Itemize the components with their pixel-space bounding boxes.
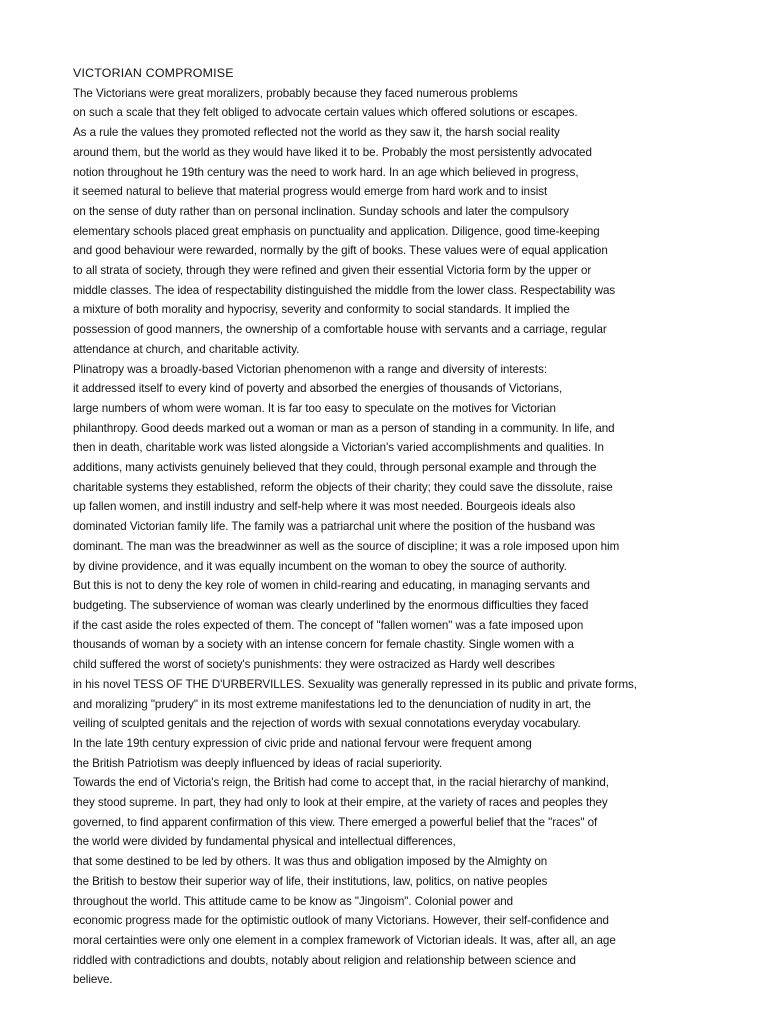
text-line: it addressed itself to every kind of poverty and absorbed the energies of thousands of Victorians, <box>73 382 563 396</box>
text-line: philanthropy. Good deeds marked out a woman or man as a person of standing in a community. In life, and <box>73 421 615 435</box>
text-line: thousands of woman by a society with an intense concern for female chastity. Single women with a <box>73 638 574 652</box>
text-line: the British to bestow their superior way of life, their institutions, law, politics, on native peoples <box>73 874 548 888</box>
text-line: a mixture of both morality and hypocrisy, severity and conformity to social standards. It implied the <box>73 303 570 317</box>
text-line: veiling of sculpted genitals and the rejection of words with sexual connotations everyday vocabulary. <box>73 717 581 731</box>
text-line: possession of good manners, the ownership of a comfortable house with servants and a carriage, regular <box>73 323 607 337</box>
text-line: throughout the world. This attitude came to be know as "Jingoism". Colonial power and <box>73 894 514 908</box>
text-line: it seemed natural to believe that material progress would emerge from hard work and to insist <box>73 185 548 199</box>
document-body <box>73 64 753 990</box>
text-line: middle classes. The idea of respectability distinguished the middle from the lower class. Respectability was <box>73 283 616 297</box>
text-line: and good behaviour were rewarded, normally by the gift of books. These values were of equal application <box>73 244 608 258</box>
text-line: on the sense of duty rather than on personal inclination. Sunday schools and later the compulsory <box>73 204 569 218</box>
text-line: believe. <box>73 973 113 987</box>
text-line: by divine providence, and it was equally incumbent on the woman to obey the source of authority. <box>73 559 567 573</box>
text-line: if the cast aside the roles expected of them. The concept of "fallen women" was a fate imposed upon <box>73 618 584 632</box>
text-line: and moralizing "prudery" in its most extreme manifestations led to the denunciation of nudity in art, the <box>73 697 591 711</box>
text-line: that some destined to be led by others. It was thus and obligation imposed by the Almighty on <box>73 855 548 869</box>
text-line: The Victorians were great moralizers, probably because they faced numerous problems <box>73 86 518 100</box>
text-line: elementary schools placed great emphasis on punctuality and application. Diligence, good time-keeping <box>73 224 600 238</box>
text-line: around them, but the world as they would have liked it to be. Probably the most persistently advocated <box>73 145 592 159</box>
text-line: moral certainties were only one element in a complex framework of Victorian ideals. It was, after all, an age <box>73 933 616 947</box>
text-line: charitable systems they established, reform the objects of their charity; they could save the dissolute, raise <box>73 480 613 494</box>
text-line: the world were divided by fundamental physical and intellectual differences, <box>73 835 456 849</box>
text-line: on such a scale that they felt obliged to advocate certain values which offered solutions or escapes. <box>73 106 578 120</box>
text-line: budgeting. The subservience of woman was clearly underlined by the enormous difficulties they faced <box>73 598 589 612</box>
text-line: then in death, charitable work was listed alongside a Victorian's varied accomplishments and qualities. In <box>73 441 604 455</box>
text-line: additions, many activists genuinely believed that they could, through personal example and through the <box>73 461 597 475</box>
text-line: dominated Victorian family life. The family was a patriarchal unit where the position of the husband was <box>73 520 596 534</box>
text-line: notion throughout he 19th century was the need to work hard. In an age which believed in progress, <box>73 165 579 179</box>
text-line: But this is not to deny the key role of women in child-rearing and educating, in managing servants and <box>73 579 590 593</box>
text-line: dominant. The man was the breadwinner as well as the source of discipline; it was a role imposed upon him <box>73 539 620 553</box>
text-line: Plinatropy was a broadly-based Victorian phenomenon with a range and diversity of interests: <box>73 362 548 376</box>
text-line: the British Patriotism was deeply influenced by ideas of racial superiority. <box>73 756 443 770</box>
text-line: Towards the end of Victoria's reign, the British had come to accept that, in the racial hierarchy of mankind, <box>73 776 609 790</box>
text-line: up fallen women, and instill industry and self-help where it was most needed. Bourgeois ideals also <box>73 500 576 514</box>
text-line: attendance at church, and charitable activity. <box>73 342 300 356</box>
text-line: to all strata of society, through they were refined and given their essential Victoria form by the upper or <box>73 264 592 278</box>
text-line: governed, to find apparent confirmation of this view. There emerged a powerful belief that the "races" of <box>73 815 598 829</box>
text-line: In the late 19th century expression of civic pride and national fervour were frequent among <box>73 736 532 750</box>
text-line: large numbers of whom were woman. It is far too easy to speculate on the motives for Victorian <box>73 401 556 415</box>
text-line: riddled with contradictions and doubts, notably about religion and relationship between science and <box>73 953 576 967</box>
text-line: As a rule the values they promoted reflected not the world as they saw it, the harsh social reality <box>73 126 560 140</box>
text-line: they stood supreme. In part, they had only to look at their empire, at the variety of races and peoples they <box>73 796 608 810</box>
text-line: child suffered the worst of society's punishments: they were ostracized as Hardy well describes <box>73 658 555 672</box>
text-line: economic progress made for the optimistic outlook of many Victorians. However, their self-confidence and <box>73 914 609 928</box>
document-title: VICTORIAN COMPROMISE <box>73 66 234 80</box>
text-line: in his novel TESS OF THE D'URBERVILLES. Sexuality was generally repressed in its public and private forms, <box>73 677 637 691</box>
